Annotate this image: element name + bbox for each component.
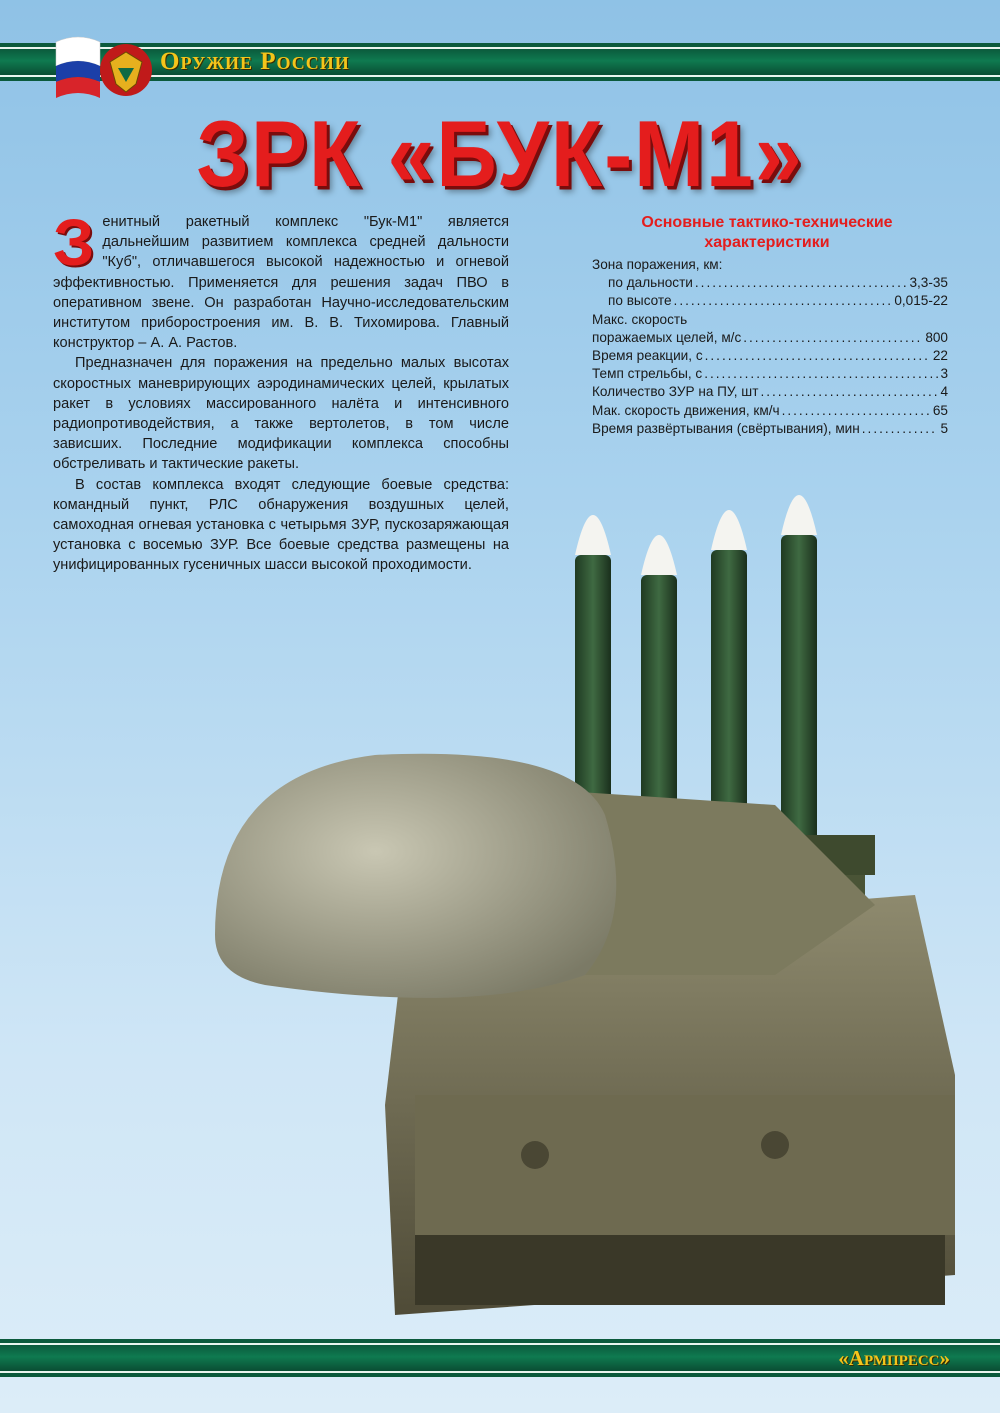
russian-flag-emblem-icon — [48, 32, 158, 102]
missile — [781, 495, 817, 855]
article-paragraph: В состав комплекса входят следующие боевые средства: командный пункт, РЛС обнаружения воздушных целей, самоходная огневая установка с четырьмя ЗУР, пускозаряжающая установка с восемью ЗУР. Все боевые средства размещены на унифицированных гусеничных шасси высокой проходимости. — [53, 476, 509, 574]
specs-table — [592, 213, 948, 438]
spec-group-label: Зона поражения, км: — [592, 257, 723, 272]
missile — [711, 510, 747, 850]
spec-row: Количество ЗУР на ПУ, шт ..... 4 — [592, 383, 948, 401]
section-title: Оружие России — [160, 48, 350, 75]
dropcap: З — [53, 205, 95, 279]
spec-row: по высоте ..... 0,015-22 — [592, 292, 948, 310]
article-paragraph: Предназначен для поражения на предельно малых высотах скоростных маневрирующих аэродинамических целей, крылатых ракет в условиях массированного налёта и интенсивного радиопротиводействия, а также вертолетов, в том числе зависших. Последние модификации комплекса способны обстреливать и тактические ракеты. — [53, 355, 509, 473]
buk-m1-launcher-image — [175, 455, 965, 1335]
spec-row: поражаемых целей, м/с ..... 800 — [592, 329, 948, 347]
spec-group-label: Макс. скорость — [592, 311, 688, 327]
page-title: ЗРК «БУК-М1» — [196, 101, 804, 207]
spec-row: Время реакции, с ..... 22 — [592, 347, 948, 365]
article-paragraph: Зенитный ракетный комплекс "Бук-М1" является дальнейшим развитием комплекса средней дальности "Куб", отличавшегося высокой надежностью и огневой эффективностью. Применяется для решения задач ПВО в оперативном звене. Он разработан Научно-исследовательским институтом приборостроения им. В. В. Тихомирова. Главный конструктор – А. А. Растов. — [53, 205, 509, 352]
spec-row: по дальности ..... 3,3-35 — [592, 274, 948, 292]
publisher-label: «Армпресс» — [838, 1346, 950, 1370]
spec-row: Мак. скорость движения, км/ч ..... 65 — [592, 402, 948, 420]
spec-row: Темп стрельбы, с ..... 3 — [592, 365, 948, 383]
spec-row: Время развёртывания (свёртывания), мин ..... 5 — [592, 420, 948, 438]
specs-heading: Основные тактико-технические характеристики — [641, 214, 893, 251]
